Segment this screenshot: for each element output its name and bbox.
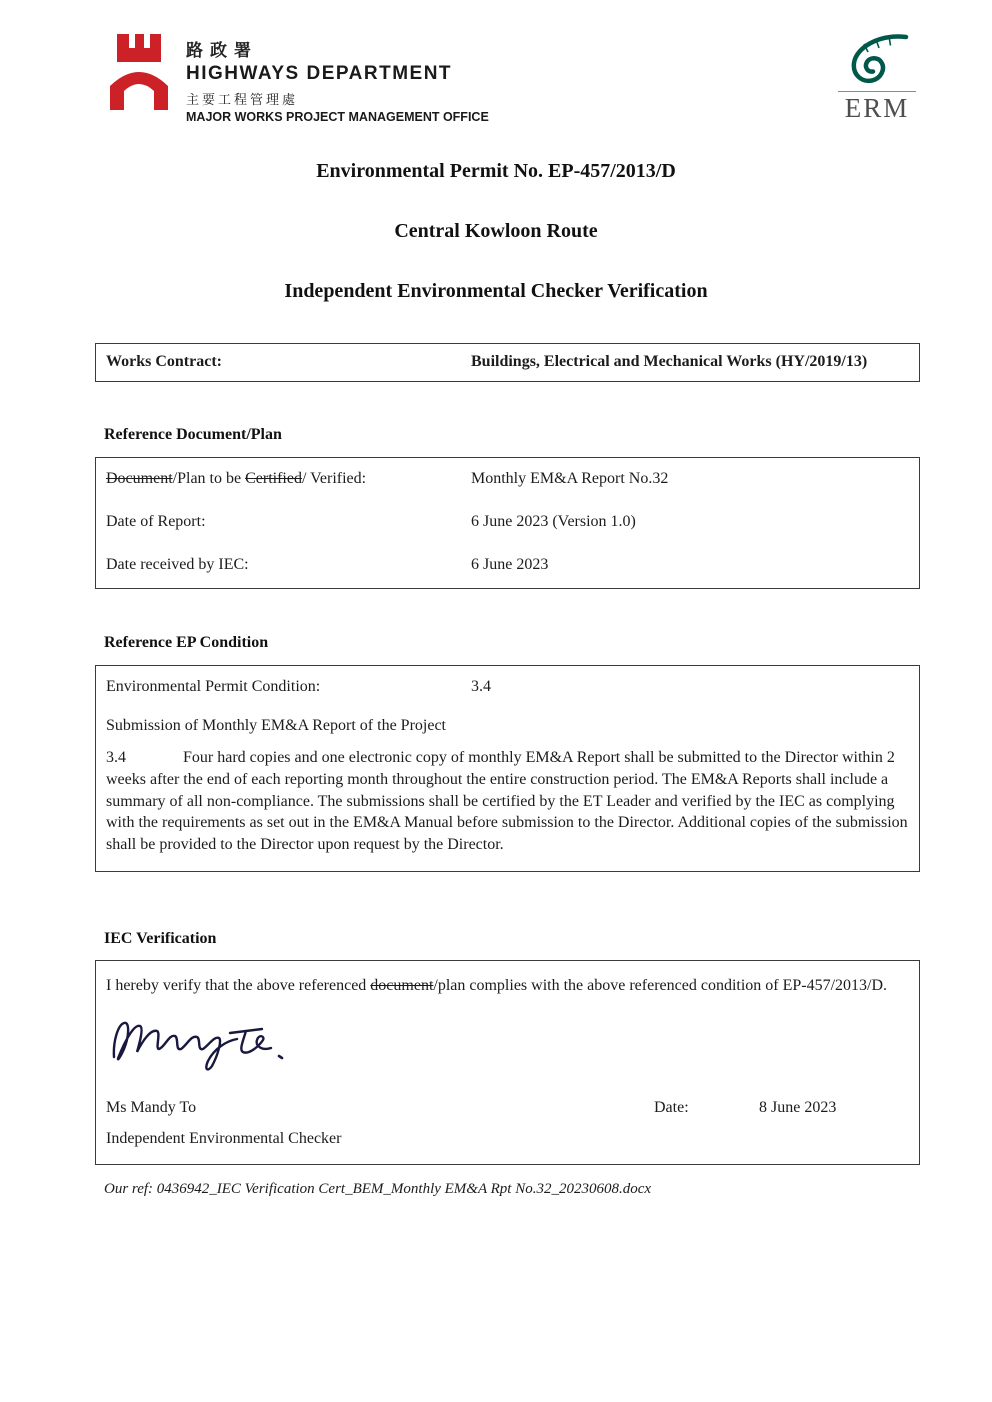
date-received-value: 6 June 2023 (471, 556, 549, 573)
document-plan-row (106, 468, 909, 490)
reference-ep-box (95, 665, 920, 872)
office-name-english: MAJOR WORKS PROJECT MANAGEMENT OFFICE (186, 110, 489, 124)
signature (106, 1011, 909, 1077)
iec-verification-box (95, 960, 920, 1165)
title-block (0, 160, 992, 303)
iec-statement-pre: I hereby verify that the above referenced (106, 976, 371, 994)
signatory-name: Ms Mandy To (106, 1099, 197, 1117)
iec-statement-post: /plan complies with the above referenced condition of EP-457/2013/D. (433, 976, 888, 994)
iec-statement (106, 975, 909, 997)
date-of-report-label: Date of Report: (106, 513, 206, 530)
document-body (95, 343, 920, 1198)
date-of-report-value: 6 June 2023 (Version 1.0) (471, 513, 636, 530)
highways-department-block (108, 32, 489, 124)
permit-number-title: Environmental Permit No. EP-457/2013/D (316, 160, 676, 182)
works-contract-label: Works Contract: (106, 353, 222, 370)
erm-logo-block (834, 32, 920, 124)
project-title: Central Kowloon Route (394, 220, 598, 242)
ep-clause-number: 3.4 (106, 749, 126, 766)
iec-verification-heading: IEC Verification (104, 929, 217, 947)
ep-clause-text: Four hard copies and one electronic copy of monthly EM&A Report shall be submitted to the Director within 2 weeks after the end of each reporting month throughout the entire construction period. The EM&A Reports shall include a summary of all non-compliance. The submissions shall be certified by the ET Leader and verified by the IEC as complying with the requirements as set out in the EM&A Manual before submission to the Director. Additional copies of the submission shall be provided to the Director upon request by the Director. (106, 749, 908, 853)
document-plan-label (106, 470, 471, 488)
document-plan-value: Monthly EM&A Report No.32 (471, 470, 669, 487)
ep-condition-value: 3.4 (471, 678, 491, 695)
ep-subject: Submission of Monthly EM&A Report of the Project (106, 717, 446, 734)
office-name-chinese: 主要工程管理處 (186, 92, 299, 107)
date-value: 8 June 2023 (759, 1099, 837, 1117)
highways-department-logo-icon (108, 32, 170, 124)
verification-title: Independent Environmental Checker Verification (284, 280, 708, 302)
department-name-chinese: 路政署 (186, 41, 258, 60)
works-contract-value: Buildings, Electrical and Mechanical Works (HY/2019/13) (471, 353, 868, 370)
erm-wordmark: ERM (844, 93, 910, 123)
reference-document-table (95, 457, 920, 589)
reference-document-heading: Reference Document/Plan (104, 426, 282, 443)
date-of-report-row (106, 511, 909, 533)
works-contract-box (95, 343, 920, 382)
signatory-title: Independent Environmental Checker (106, 1130, 342, 1148)
erm-rule (838, 91, 916, 92)
struck-word-document: Document (106, 470, 173, 487)
ep-condition-row (106, 678, 909, 696)
ep-condition-label: Environmental Permit Condition: (106, 678, 321, 695)
label-mid-text: /Plan to be (172, 470, 246, 487)
department-name-english: HIGHWAYS DEPARTMENT (186, 63, 453, 84)
our-ref-line: Our ref: 0436942_IEC Verification Cert_BEM_Monthly EM&A Rpt No.32_20230608.docx (104, 1181, 652, 1198)
label-tail-text: / Verified: (301, 470, 367, 487)
erm-fern-icon (834, 32, 920, 89)
struck-word-certified: Certified (245, 470, 302, 487)
date-label: Date: (654, 1099, 689, 1117)
signatory-row (106, 1099, 909, 1121)
date-received-row (106, 554, 909, 576)
department-text-block (186, 32, 489, 124)
reference-ep-heading: Reference EP Condition (104, 634, 269, 651)
ep-clause-paragraph (106, 747, 909, 856)
page-header (0, 0, 992, 124)
struck-word-document-2: document (370, 976, 434, 994)
date-received-label: Date received by IEC: (106, 556, 249, 573)
